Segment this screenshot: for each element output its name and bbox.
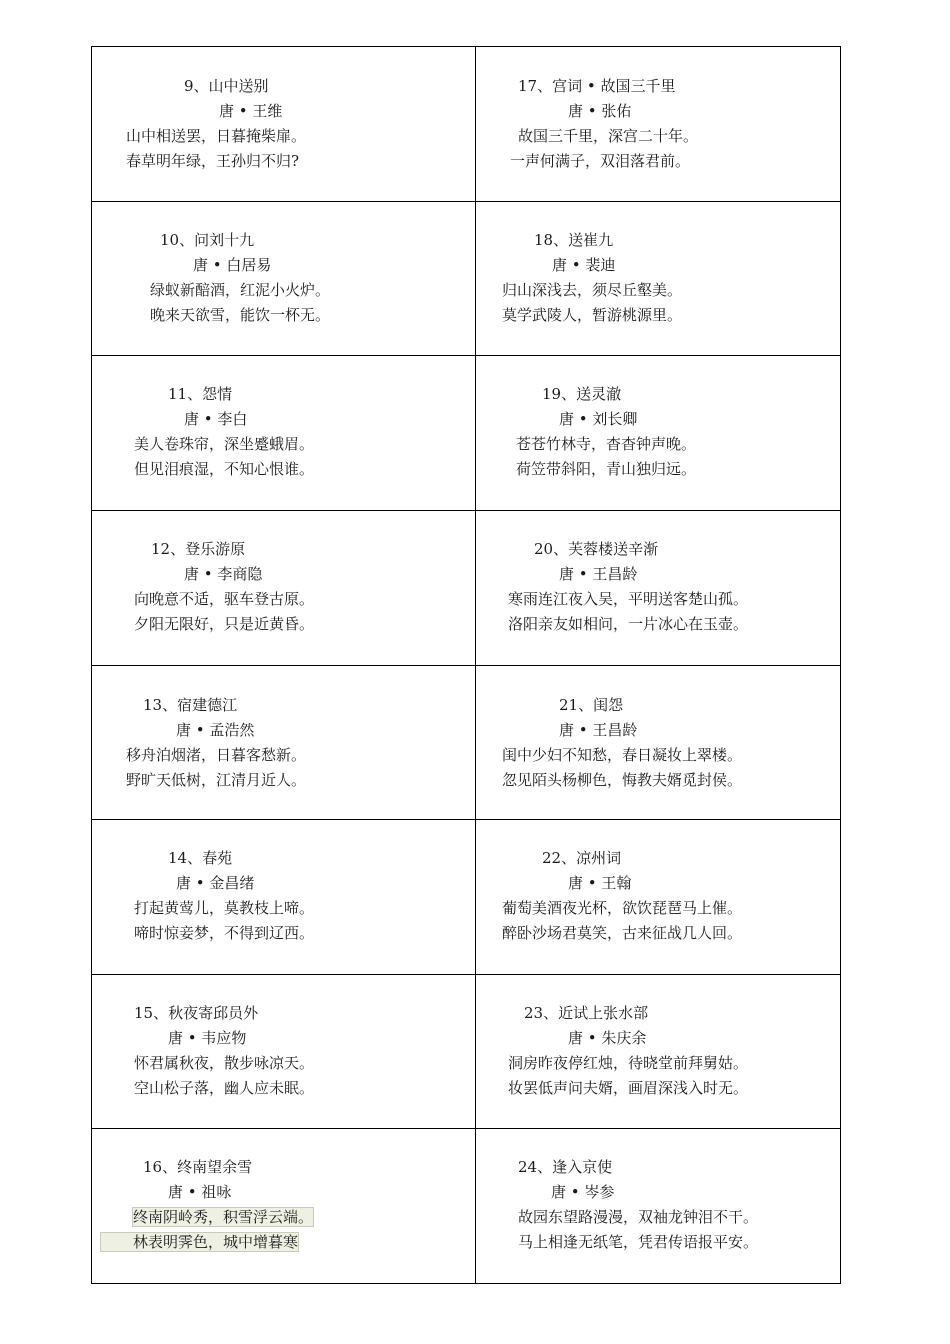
poem-title: 21、闺怨 xyxy=(559,695,624,714)
poem-author: 唐 • 岑参 xyxy=(551,1183,615,1202)
poem-cell xyxy=(92,510,476,665)
poem-cell xyxy=(92,1129,476,1284)
poem-cell xyxy=(92,201,476,356)
poem-author: 唐 • 裴迪 xyxy=(552,255,616,274)
poem-cell xyxy=(476,665,841,820)
poem-line: 葡萄美酒夜光杯，欲饮琵琶马上催。 xyxy=(502,899,743,918)
poem-author: 唐 • 王维 xyxy=(219,102,283,120)
poem-title: 20、芙蓉楼送辛渐 xyxy=(534,539,659,558)
poem-line: 绿蚁新醅酒，红泥小火炉。 xyxy=(150,280,331,299)
poem-author: 唐 • 李白 xyxy=(184,410,248,429)
poem-cell xyxy=(92,47,476,202)
poem-cell xyxy=(476,820,841,975)
poem-line: 美人卷珠帘，深坐蹙蛾眉。 xyxy=(134,435,315,454)
poem-line: 苍苍竹林寺，杳杳钟声晚。 xyxy=(516,435,697,454)
poem-line: 寒雨连江夜入吴，平明送客楚山孤。 xyxy=(508,589,749,608)
highlighted-poem-line: 林表明霁色，城中增暮寒 xyxy=(100,1232,299,1252)
poem-title: 19、送灵澈 xyxy=(542,385,622,404)
poem-cell xyxy=(92,356,476,511)
poem-line: 忽见陌头杨柳色，悔教夫婿觅封侯。 xyxy=(502,770,743,789)
highlighted-poem-line: 终南阴岭秀，积雪浮云端。 xyxy=(133,1208,314,1227)
poem-title: 15、秋夜寄邱员外 xyxy=(134,1003,259,1022)
poem-line: 向晚意不适，驱车登古原。 xyxy=(134,589,315,608)
poem-cell xyxy=(476,974,841,1129)
poem-line: 故园东望路漫漫，双袖龙钟泪不干。 xyxy=(518,1208,759,1227)
poem-line: 但见泪痕湿，不知心恨谁。 xyxy=(134,460,315,479)
poem-title: 18、送崔九 xyxy=(534,230,614,249)
poem-author: 唐 • 张佑 xyxy=(568,102,632,120)
poem-line: 夕阳无限好，只是近黄昏。 xyxy=(134,614,315,633)
poem-cell xyxy=(476,356,841,511)
poem-line: 晚来天欲雪，能饮一杯无。 xyxy=(150,305,331,324)
poem-author: 唐 • 王昌龄 xyxy=(559,720,638,739)
poem-line: 故国三千里，深宫二十年。 xyxy=(518,127,699,145)
poem-cell xyxy=(92,820,476,975)
poem-line: 一声何满子，双泪落君前。 xyxy=(510,152,691,170)
poem-line: 洞房昨夜停红烛，待晓堂前拜舅姑。 xyxy=(508,1053,749,1072)
poem-line: 打起黄莺儿，莫教枝上啼。 xyxy=(134,899,315,918)
poem-title: 16、终南望余雪 xyxy=(143,1158,253,1177)
poem-line: 怀君属秋夜，散步咏凉天。 xyxy=(134,1053,315,1072)
poem-author: 唐 • 李商隐 xyxy=(184,564,263,583)
poem-line: 马上相逢无纸笔，凭君传语报平安。 xyxy=(518,1233,759,1252)
poem-author: 唐 • 金昌绪 xyxy=(176,874,255,893)
poem-author: 唐 • 韦应物 xyxy=(168,1028,247,1047)
poem-author: 唐 • 孟浩然 xyxy=(176,720,255,739)
poem-line: 移舟泊烟渚，日暮客愁新。 xyxy=(126,745,307,764)
poem-line: 野旷天低树，江清月近人。 xyxy=(126,770,307,789)
poem-author: 唐 • 王翰 xyxy=(568,874,632,893)
poem-author: 唐 • 刘长卿 xyxy=(559,410,638,429)
poem-title: 17、宫词 • 故国三千里 xyxy=(518,77,676,95)
poem-cell xyxy=(476,201,841,356)
poem-author: 唐 • 王昌龄 xyxy=(559,564,638,583)
poem-title: 12、登乐游原 xyxy=(151,539,246,558)
poem-line: 妆罢低声问夫婿，画眉深浅入时无。 xyxy=(508,1078,749,1097)
poem-cell xyxy=(476,510,841,665)
poem-title: 14、春苑 xyxy=(168,849,233,868)
poem-grid xyxy=(91,46,841,1284)
poem-line: 荷笠带斜阳，青山独归远。 xyxy=(516,460,697,479)
poem-title: 9、山中送别 xyxy=(184,77,269,95)
poem-author: 唐 • 白居易 xyxy=(193,255,272,274)
poem-title: 22、凉州词 xyxy=(542,849,622,868)
poem-cell xyxy=(476,47,841,202)
poem-line: 洛阳亲友如相问，一片冰心在玉壶。 xyxy=(508,614,749,633)
poem-line: 春草明年绿，王孙归不归? xyxy=(126,152,300,170)
poem-author: 唐 • 祖咏 xyxy=(168,1183,232,1202)
poem-line: 空山松子落，幽人应未眠。 xyxy=(134,1078,315,1097)
poem-cell xyxy=(92,665,476,820)
poem-title: 11、怨情 xyxy=(168,385,233,404)
poem-line: 啼时惊妾梦，不得到辽西。 xyxy=(134,924,315,943)
poem-cell xyxy=(476,1129,841,1284)
poem-title: 13、宿建德江 xyxy=(143,695,238,714)
poem-line: 归山深浅去，须尽丘壑美。 xyxy=(502,280,683,299)
poem-author: 唐 • 朱庆余 xyxy=(568,1028,647,1047)
poem-line: 莫学武陵人，暂游桃源里。 xyxy=(502,305,683,324)
poem-title: 23、近试上张水部 xyxy=(524,1003,649,1022)
poem-cell xyxy=(92,974,476,1129)
poem-line: 山中相送罢，日暮掩柴扉。 xyxy=(126,127,307,145)
poem-title: 10、问刘十九 xyxy=(160,230,255,249)
poem-line: 醉卧沙场君莫笑，古来征战几人回。 xyxy=(502,924,743,943)
poem-line: 闺中少妇不知愁，春日凝妆上翠楼。 xyxy=(502,745,743,764)
poem-title: 24、逢入京使 xyxy=(518,1158,613,1177)
